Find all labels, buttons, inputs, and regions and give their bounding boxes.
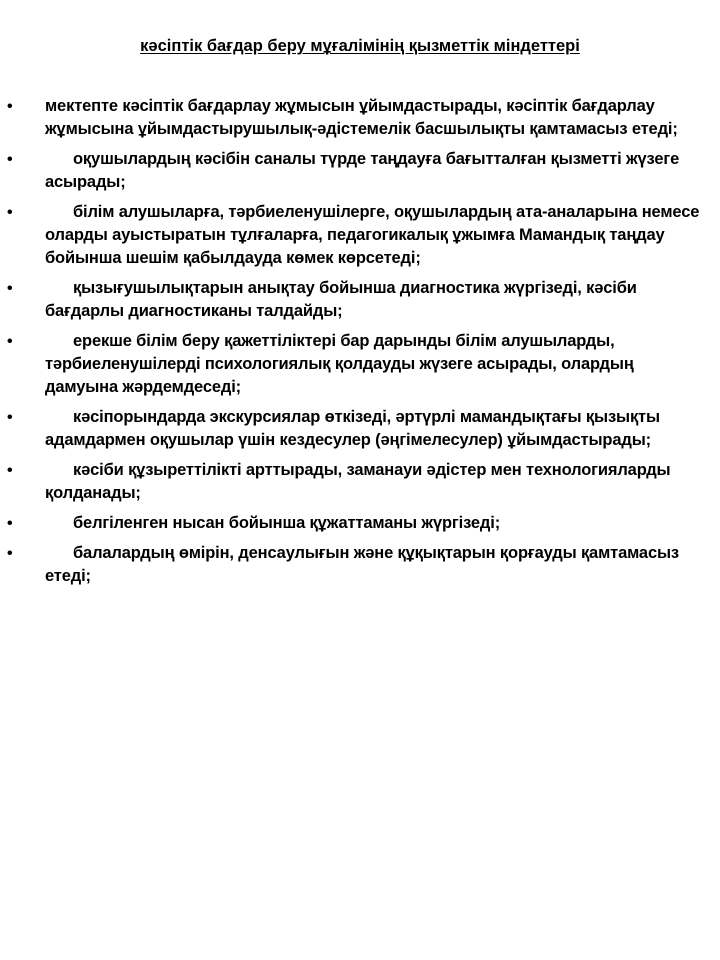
duty-text: білім алушыларға, тәрбиеленушілерге, оқушылардың ата-аналарына немесе оларды ауыстыратын тұлғаларға, педагогикалық ұжымға Мамандық таңдау бойынша шешім қабылдауда көмек көрсетеді; bbox=[45, 203, 700, 267]
duty-text: оқушылардың кәсібін саналы түрде таңдауға бағытталған қызметті жүзеге асырады; bbox=[45, 150, 680, 191]
bullet-icon: • bbox=[7, 515, 13, 532]
duty-item bbox=[0, 277, 720, 323]
duty-item bbox=[0, 330, 720, 399]
duty-item bbox=[0, 95, 720, 141]
bullet-icon: • bbox=[7, 98, 13, 115]
duty-text: балалардың өмірін, денсаулығын және құқықтарын қорғауды қамтамасыз етеді; bbox=[45, 544, 679, 585]
bullet-icon: • bbox=[7, 545, 13, 562]
duty-item bbox=[0, 459, 720, 505]
duty-item bbox=[0, 201, 720, 270]
duty-item bbox=[0, 512, 720, 535]
bullet-icon: • bbox=[7, 462, 13, 479]
duty-item bbox=[0, 542, 720, 588]
duty-item bbox=[0, 406, 720, 452]
duty-text: қызығушылықтарын анықтау бойынша диагностика жүргізеді, кәсіби бағдарлы диагностиканы талдайды; bbox=[45, 279, 637, 320]
duty-text: ерекше білім беру қажеттіліктері бар дарынды білім алушыларды, тәрбиеленушілерді психологиялық қолдауды жүзеге асырады, олардың дамуына жәрдемдеседі; bbox=[45, 332, 634, 396]
document-title: кәсіптік бағдар беру мұғалімінің қызметтік міндеттері bbox=[140, 37, 580, 55]
bullet-icon: • bbox=[7, 333, 13, 350]
duty-text: белгіленген нысан бойынша құжаттаманы жүргізеді; bbox=[73, 514, 501, 532]
bullet-icon: • bbox=[7, 151, 13, 168]
bullet-icon: • bbox=[7, 204, 13, 221]
bullet-icon: • bbox=[7, 409, 13, 426]
duty-text: мектепте кәсіптік бағдарлау жұмысын ұйымдастырады, кәсіптік бағдарлау жұмысына ұйымдастырушылық-әдістемелік басшылықты қамтамасыз етеді; bbox=[45, 97, 678, 138]
duty-item bbox=[0, 148, 720, 194]
duties-list bbox=[0, 95, 720, 595]
bullet-icon: • bbox=[7, 280, 13, 297]
duty-text: кәсіпорындарда экскурсиялар өткізеді, әртүрлі мамандықтағы қызықты адамдармен оқушылар үшін кездесулер (әңгімелесулер) ұйымдастырады; bbox=[45, 408, 660, 449]
duty-text: кәсіби құзыреттілікті арттырады, заманауи әдістер мен технологияларды қолданады; bbox=[45, 461, 671, 502]
